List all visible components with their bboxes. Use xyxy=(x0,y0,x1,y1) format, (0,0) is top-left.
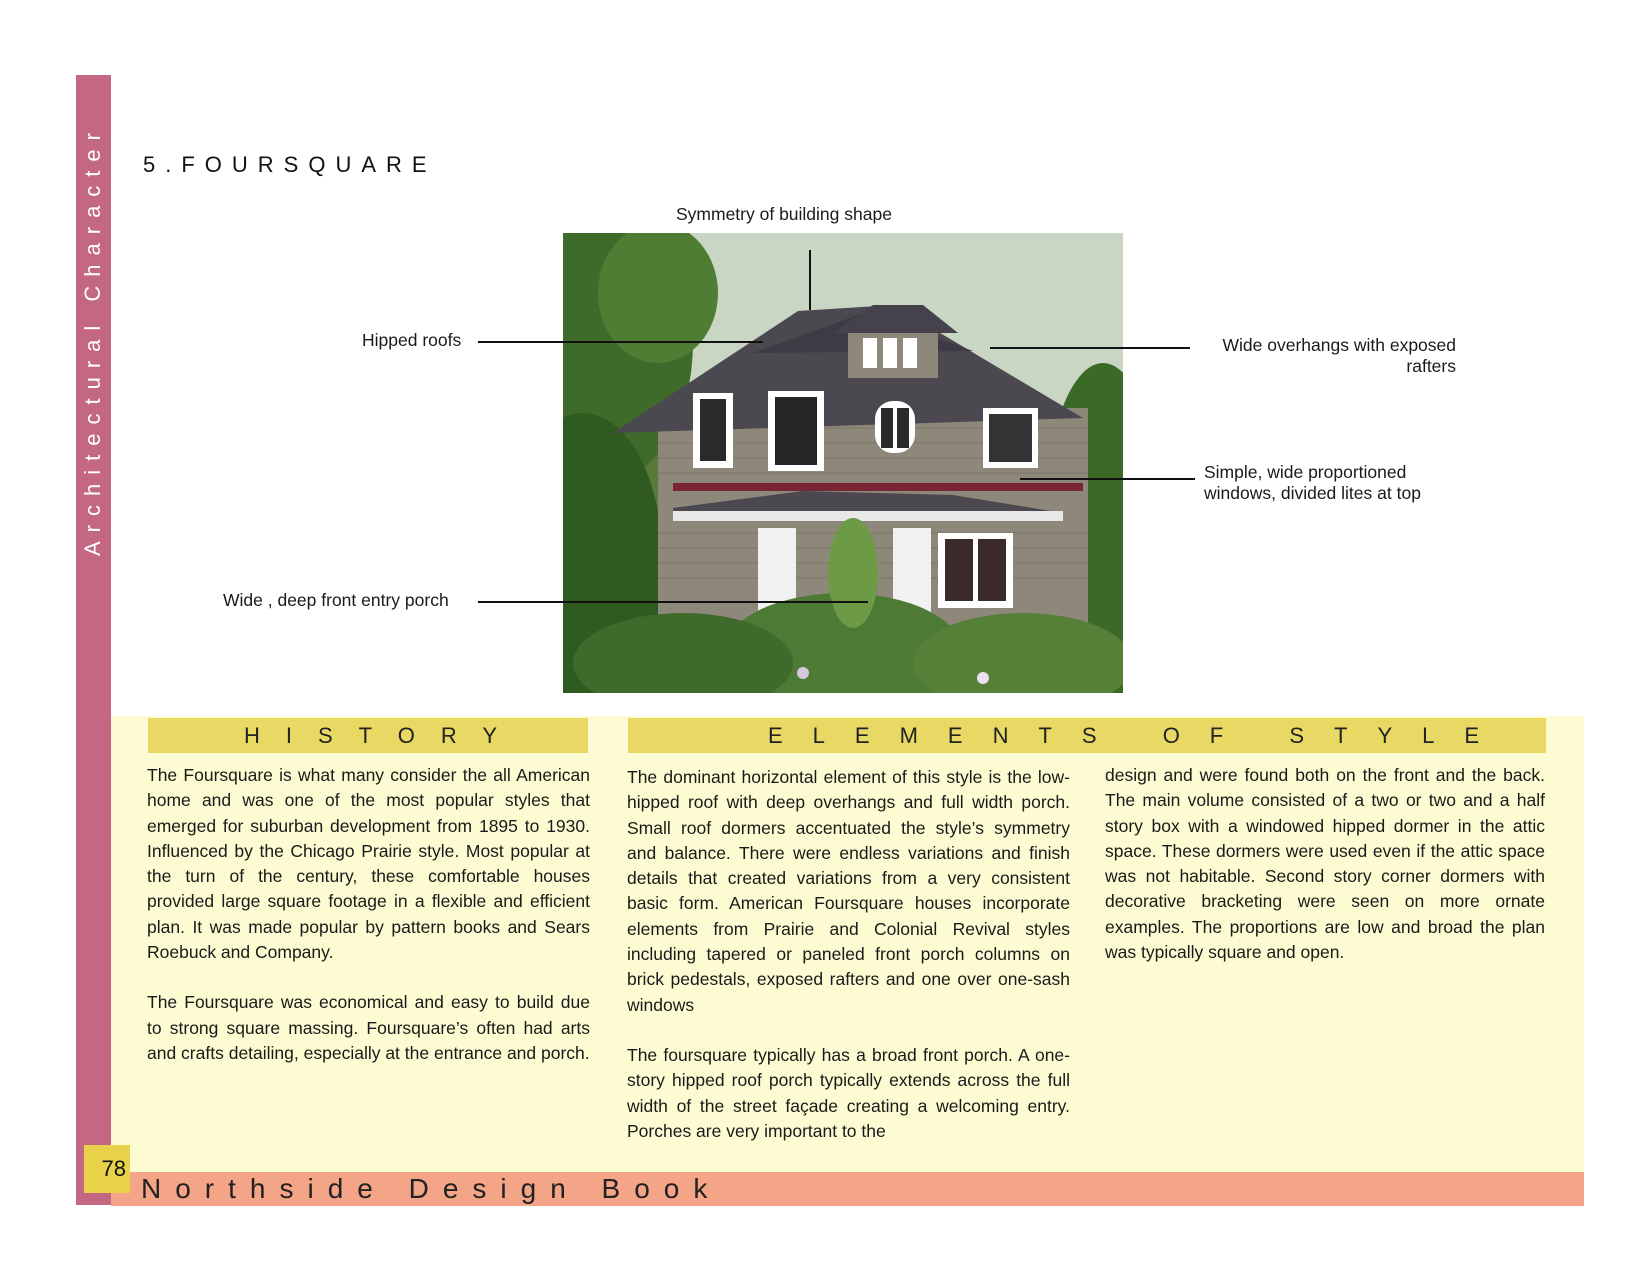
elements-column-2 xyxy=(1105,763,1545,965)
history-heading: HISTORY xyxy=(148,718,588,753)
history-column xyxy=(147,763,590,1066)
callout-windows xyxy=(1204,462,1421,504)
footer-divider xyxy=(76,1206,1584,1212)
elements-paragraph-1: The dominant horizontal element of this style is the low-hipped roof with deep overhangs and full width porch. Small roof dormers accentuated the style’s symmetry and balance. There were endless variations and finish details that created variations from a very consistent basic form. American Foursquare houses incorporate elements from Prairie and Colonial Revival styles including tapered or paneled front porch columns on brick pedestals, exposed rafters and one over one-sash windows xyxy=(627,767,1070,1015)
callout-overhangs-line1: Wide overhangs with exposed xyxy=(1222,335,1456,355)
callout-symmetry-line xyxy=(809,250,811,310)
callout-hipped-line xyxy=(478,341,763,343)
elements-heading: ELEMENTS OF STYLE xyxy=(628,718,1546,753)
callout-overhangs-line xyxy=(990,347,1190,349)
callout-porch-line xyxy=(478,601,868,603)
elements-column-1 xyxy=(627,765,1070,1144)
callout-overhangs xyxy=(1204,335,1456,377)
elements-paragraph-2: The foursquare typically has a broad front porch. A one-story hipped roof porch typically extends across the full width of the street façade creating a welcoming entry. Porches are very important to the xyxy=(627,1044,1070,1141)
section-title: 5.FOURSQUARE xyxy=(143,152,437,177)
book-title: Northside Design Book xyxy=(141,1173,722,1204)
history-paragraph-2: The Foursquare was economical and easy to build due to strong square massing. Foursquare’s often had arts and crafts detailing, especially at the entrance and porch. xyxy=(147,992,590,1063)
callout-symmetry: Symmetry of building shape xyxy=(676,204,892,224)
elements-paragraph-3: design and were found both on the front and the back. The main volume consisted of a two or two and a half story box with a windowed hipped dormer in the attic space. These dormers were used even if the attic space was not habitable. Second story corner dormers with decorative bracketing were seen on more ornate examples. The proportions are low and broad the plan was typically square and open. xyxy=(1105,765,1545,963)
callout-windows-line2: windows, divided lites at top xyxy=(1204,483,1421,503)
history-paragraph-1: The Foursquare is what many consider the all American home and was one of the most popular styles that emerged for suburban development from 1895 to 1930. Influenced by the Chicago Prairie style. Most popular at the turn of the century, these comfortable houses provided large square footage in a flexible and efficient plan. It was made popular by pattern books and Sears Roebuck and Company. xyxy=(147,765,590,963)
callout-windows-line1: Simple, wide proportioned xyxy=(1204,462,1407,482)
callout-porch: Wide , deep front entry porch xyxy=(223,590,449,610)
page-number: 78 xyxy=(84,1145,130,1193)
callout-overhangs-line2: rafters xyxy=(1406,356,1456,376)
house-photo xyxy=(563,233,1123,693)
callout-windows-line xyxy=(1020,478,1195,480)
callout-hipped-roofs: Hipped roofs xyxy=(362,330,462,350)
side-title: Architectural Character xyxy=(80,124,105,556)
